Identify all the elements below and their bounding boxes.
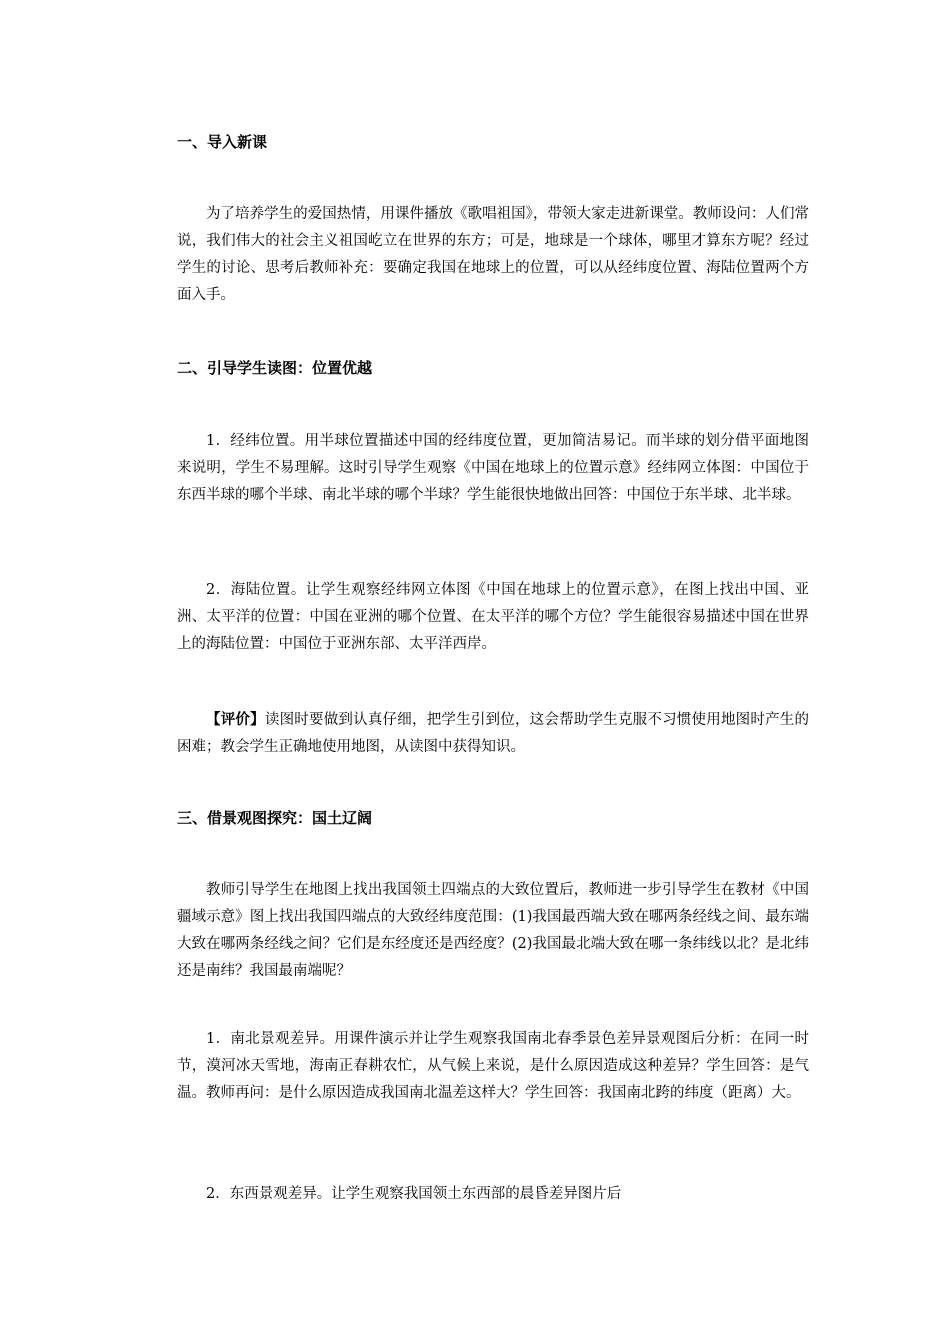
- section-3-paragraph-3: [177, 1181, 809, 1208]
- section-3-paragraph-2: [177, 1026, 809, 1107]
- section-2-paragraph-1: [177, 428, 809, 509]
- section-3-heading: 三、借景观图探究：国土辽阔: [177, 809, 373, 827]
- section-3-paragraph-1: [177, 877, 809, 985]
- paragraph-text: 2．东西景观差异。让学生观察我国领土东西部的晨昏差异图片后: [206, 1186, 622, 1202]
- evaluation-tag: 【评价】: [206, 711, 265, 728]
- paragraph-text: 1．经纬位置。用半球位置描述中国的经纬度位置，更加简洁易记。而半球的划分借平面地图来说明，学生不易理解。这时引导学生观察《中国在地球上的位置示意》经纬网立体图：中国位于东西半球的哪个半球、南北半球的哪个半球？学生能很快地做出回答：中国位于东半球、北半球。: [177, 433, 809, 503]
- paragraph-text: 教师引导学生在地图上找出我国领土四端点的大致位置后，教师进一步引导学生在教材《中国疆域示意》图上找出我国四端点的大致经纬度范围：(1)我国最西端大致在哪两条经线之间、最东端大致在哪两条经线之间？它们是东经度还是西经度？(2)我国最北端大致在哪一条纬线以北？是北纬还是南纬？我国最南端呢？: [177, 882, 809, 979]
- section-2-evaluation: [177, 706, 809, 761]
- section-1-paragraph-1: [177, 201, 809, 309]
- section-2-paragraph-2: [177, 577, 809, 658]
- evaluation-paragraph: [177, 706, 809, 761]
- paragraph-text: 1．南北景观差异。用课件演示并让学生观察我国南北春季景色差异景观图后分析：在同一时节，漠河冰天雪地，海南正春耕农忙，从气候上来说，是什么原因造成这种差异？学生回答：是气温。教师再问：是什么原因造成我国南北温差这样大？学生回答：我国南北跨的纬度（距离）大。: [177, 1031, 809, 1101]
- paragraph-text: 为了培养学生的爱国热情，用课件播放《歌唱祖国》，带领大家走进新课堂。教师设问：人们常说，我们伟大的社会主义祖国屹立在世界的东方；可是，地球是一个球体，哪里才算东方呢？经过学生的讨论、思考后教师补充：要确定我国在地球上的位置，可以从经纬度位置、海陆位置两个方面入手。: [177, 206, 809, 303]
- section-1-heading: 一、导入新课: [177, 133, 268, 151]
- evaluation-text: 读图时要做到认真仔细，把学生引到位，这会帮助学生克服不习惯使用地图时产生的困难；教会学生正确地使用地图，从读图中获得知识。: [177, 712, 810, 755]
- section-2-heading: 二、引导学生读图：位置优越: [177, 359, 373, 377]
- paragraph-text: 2．海陆位置。让学生观察经纬网立体图《中国在地球上的位置示意》，在图上找出中国、亚洲、太平洋的位置：中国在亚洲的哪个位置、在太平洋的哪个方位？学生能很容易描述中国在世界上的海陆位置：中国位于亚洲东部、太平洋西岸。: [177, 582, 809, 652]
